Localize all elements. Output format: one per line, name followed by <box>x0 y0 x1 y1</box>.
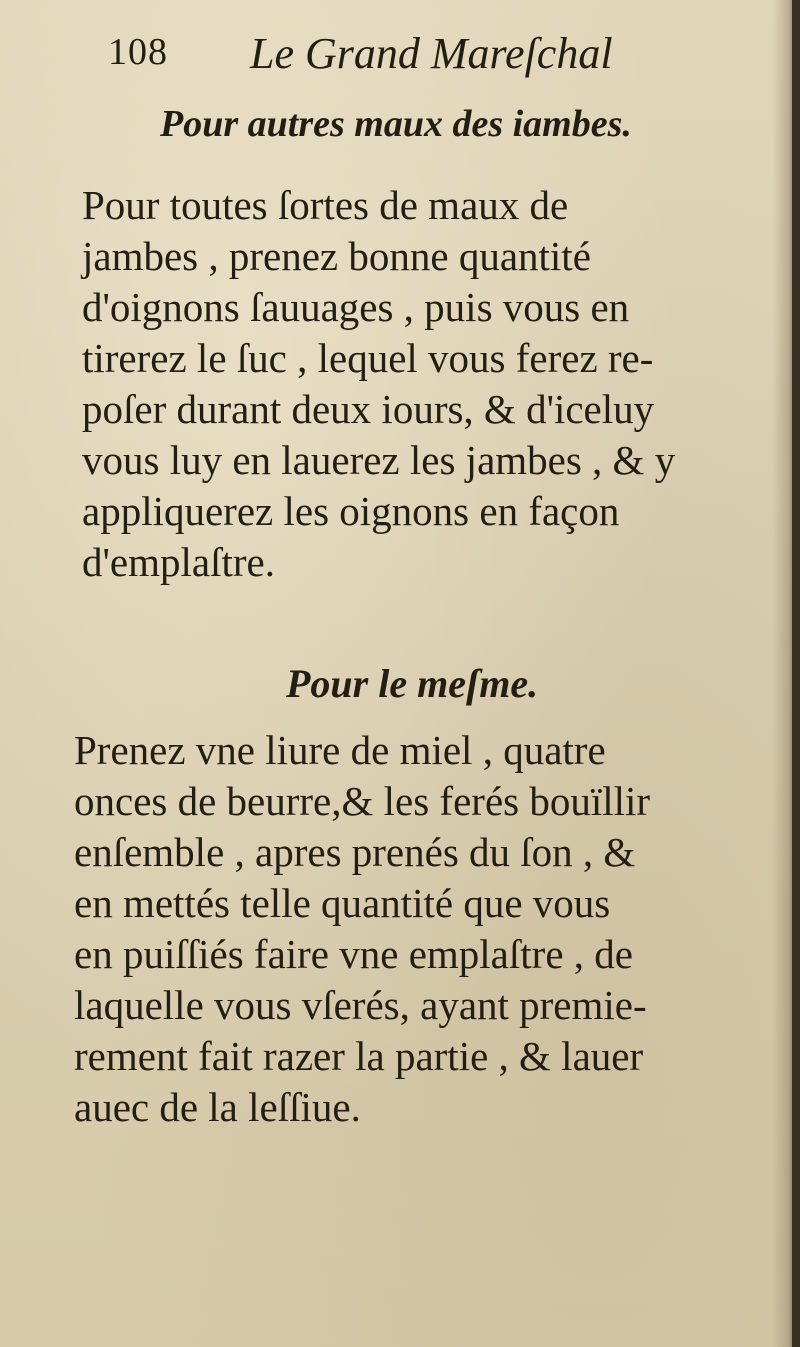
text-line: enſemble , apres prenés du ſon , & <box>74 829 636 875</box>
section-paragraph <box>74 725 774 1133</box>
text-line: appliquerez les oignons en façon <box>82 488 620 534</box>
page-number: 108 <box>108 31 168 73</box>
text-line: d'emplaſtre. <box>82 539 275 585</box>
text-line: poſer durant deux iours, & d'iceluy <box>82 386 655 432</box>
text-line: Prenez vne liure de miel , quatre <box>74 727 606 773</box>
book-spine-edge <box>792 0 800 1347</box>
text-line: Pour toutes ſortes de maux de <box>82 182 569 228</box>
running-title: Le Grand Mareſchal <box>250 29 613 78</box>
text-line: onces de beurre,& les ferés bouïllir <box>74 778 651 824</box>
text-line: vous luy en lauerez les jambes , & y <box>82 437 676 483</box>
text-line: auec de la leſſiue. <box>74 1084 361 1130</box>
section-paragraph <box>82 180 772 588</box>
text-line: jambes , prenez bonne quantité <box>82 233 591 279</box>
text-line: d'oignons ſauuages , puis vous en <box>82 284 630 330</box>
text-line: rement fait razer la partie , & lauer <box>74 1033 644 1079</box>
page-header <box>108 28 668 88</box>
text-line: en puiſſiés faire vne emplaſtre , de <box>74 931 633 977</box>
text-line: laquelle vous vſerés, ayant premie- <box>74 982 647 1028</box>
text-line: en mettés telle quantité que vous <box>74 880 611 926</box>
section-heading: Pour autres maux des iambes. <box>160 103 632 145</box>
section-heading: Pour le meſme. <box>286 661 539 706</box>
text-line: tirerez le ſuc , lequel vous ferez re- <box>82 335 654 381</box>
